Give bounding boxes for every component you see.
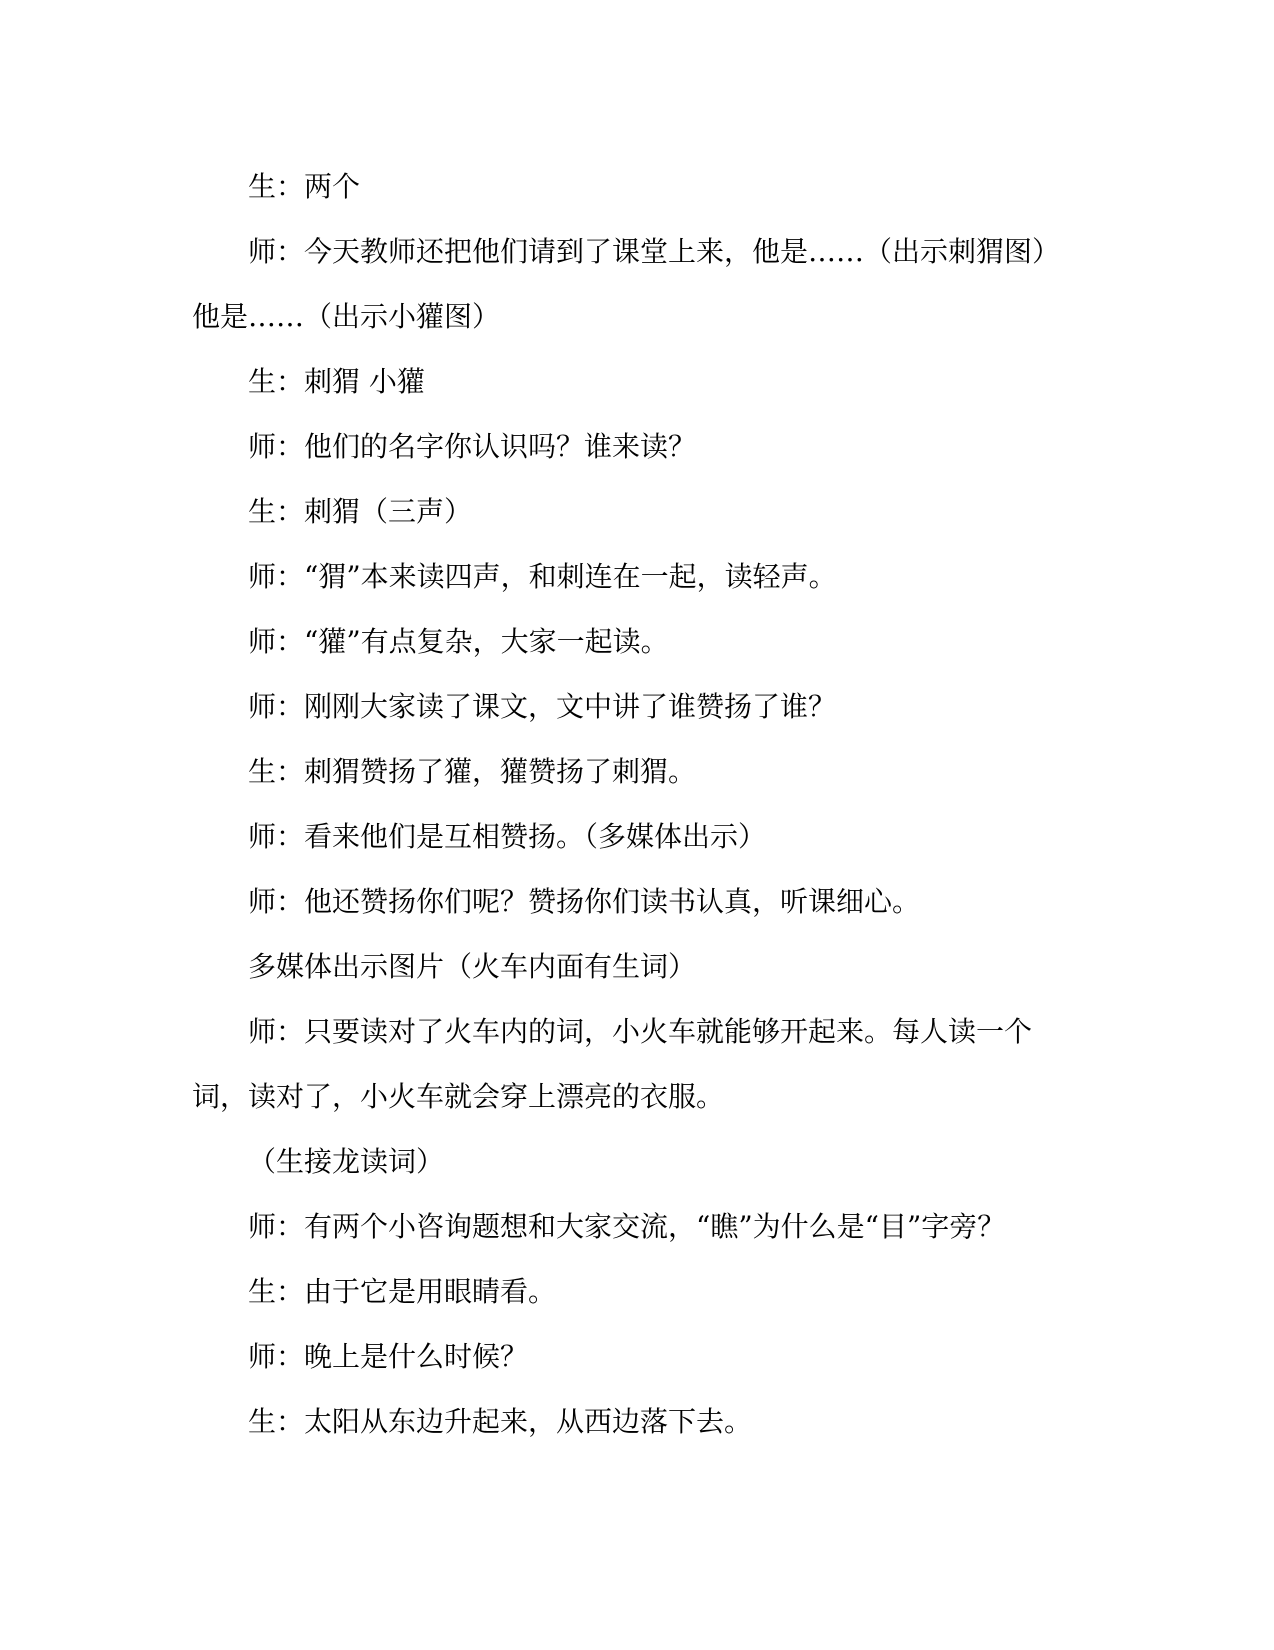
paragraph: 师：他还赞扬你们呢？赞扬你们读书认真，听课细心。 bbox=[248, 885, 921, 918]
paragraph: （生接龙读词） bbox=[248, 1145, 445, 1178]
paragraph: 师：只要读对了火车内的词，小火车就能够开起来。每人读一个词，读对了，小火车就会穿上漂亮的衣服。 bbox=[192, 1015, 1033, 1113]
paragraph: 生：刺猬赞扬了獾，獾赞扬了刺猬。 bbox=[248, 755, 697, 788]
paragraph: 生：刺猬 小獾 bbox=[248, 365, 425, 398]
paragraph: 师：有两个小咨询题想和大家交流，“瞧”为什么是“目”字旁？ bbox=[248, 1210, 1006, 1243]
paragraph: 多媒体出示图片（火车内面有生词） bbox=[248, 950, 697, 983]
paragraph: 师：今天教师还把他们请到了课堂上来，他是……（出示刺猬图）他是……（出示小獾图） bbox=[192, 235, 1061, 333]
paragraph: 师：看来他们是互相赞扬。（多媒体出示） bbox=[248, 820, 767, 853]
paragraph: 生：两个 bbox=[248, 170, 361, 203]
paragraph: 生：太阳从东边升起来，从西边落下去。 bbox=[248, 1405, 753, 1438]
paragraph: 师：“獾”有点复杂，大家一起读。 bbox=[248, 625, 669, 658]
paragraph: 师：刚刚大家读了课文，文中讲了谁赞扬了谁？ bbox=[248, 690, 837, 723]
document-body bbox=[192, 154, 1072, 1454]
paragraph: 师：他们的名字你认识吗？谁来读？ bbox=[248, 430, 697, 463]
paragraph: 生：刺猬（三声） bbox=[248, 495, 473, 528]
paragraph: 师：“猬”本来读四声，和刺连在一起，读轻声。 bbox=[248, 560, 837, 593]
paragraph: 生：由于它是用眼睛看。 bbox=[248, 1275, 557, 1308]
paragraph: 师：晚上是什么时候？ bbox=[248, 1340, 529, 1373]
